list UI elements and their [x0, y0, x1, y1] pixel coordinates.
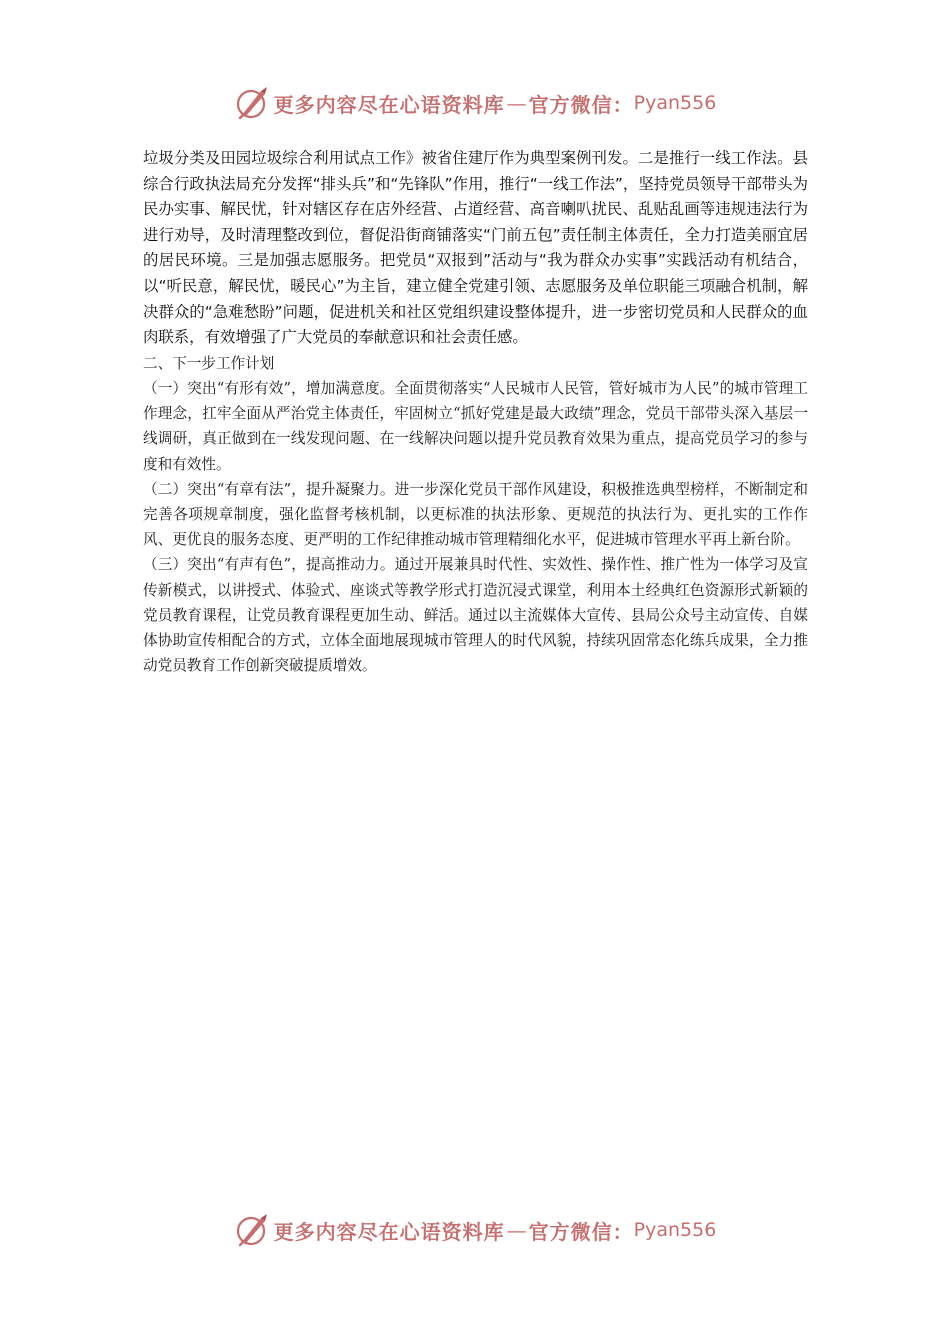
- footer-banner-text: 更多内容尽在心语资料库: [273, 1219, 505, 1244]
- quill-pen-logo-icon: [234, 1212, 270, 1248]
- plan-item-2: （二）突出“有章有法”，提升凝聚力。进一步深化党员干部作风建设，积极推选典型榜样，不断制定和完善各项规章制度，强化监督考核机制，以更标准的执法形象、更规范的执法行为、更扎实的工作作风、更优良的服务态度、更严明的工作纪律推动城市管理精细化水平，促进城市管理水平再上新台阶。: [143, 480, 808, 549]
- document-body: [143, 146, 808, 678]
- footer-banner-separator: —: [506, 1218, 527, 1242]
- section-heading: 二、下一步工作计划: [143, 354, 275, 372]
- header-wechat-label: 官方微信：: [528, 92, 634, 117]
- footer-banner: [0, 1207, 950, 1253]
- plan-item-3: （三）突出“有声有色”，提高推动力。通过开展兼具时代性、实效性、操作性、推广性为一体学习及宣传新模式，以讲授式、体验式、座谈式等教学形式打造沉浸式课堂，利用本土经典红色资源形式新颖的党员教育课程，让党员教育课程更加生动、鲜活。通过以主流媒体大宣传、县局公众号主动宣传、自媒体协助宣传相配合的方式，立体全面地展现城市管理人的时代风貌，持续巩固常态化练兵成果，全力推动党员教育工作创新突破提质增效。: [143, 556, 808, 675]
- work-plan-section: [143, 351, 808, 679]
- header-wechat-id: Pyan556: [633, 92, 717, 114]
- footer-wechat-id: Pyan556: [633, 1219, 717, 1241]
- plan-item-1: （一）突出“有形有效”，增加满意度。全面贯彻落实“人民城市人民管，管好城市为人民”的城市管理工作理念，扛牢全面从严治党主体责任，牢固树立“抓好党建是最大政绩”理念，党员干部带头深入基层一线调研，真正做到在一线发现问题、在一线解决问题以提升党员教育效果为重点，提高党员学习的参与度和有效性。: [143, 379, 808, 473]
- header-banner-separator: —: [506, 91, 527, 115]
- header-banner: [0, 80, 950, 126]
- footer-wechat-label: 官方微信：: [528, 1219, 634, 1244]
- quill-pen-logo-icon: [234, 85, 270, 121]
- body-paragraph-1: 垃圾分类及田园垃圾综合利用试点工作》被省住建厅作为典型案例刊发。二是推行一线工作法。县综合行政执法局充分发挥“排头兵”和“先锋队”作用，推行“一线工作法”，坚持党员领导干部带头为民办实事、解民忧，针对辖区存在店外经营、占道经营、高音喇叭扰民、乱贴乱画等违规违法行为进行劝导，及时清理整改到位，督促沿街商铺落实“门前五包”责任制主体责任，全力打造美丽宜居的居民环境。三是加强志愿服务。把党员“双报到”活动与“我为群众办实事”实践活动有机结合，以“听民意，解民忧，暖民心”为主旨，建立健全党建引领、志愿服务及单位职能三项融合机制，解决群众的“急难愁盼”问题，促进机关和社区党组织建设整体提升，进一步密切党员和人民群众的血肉联系，有效增强了广大党员的奉献意识和社会责任感。: [143, 149, 808, 347]
- header-banner-text: 更多内容尽在心语资料库: [273, 92, 505, 117]
